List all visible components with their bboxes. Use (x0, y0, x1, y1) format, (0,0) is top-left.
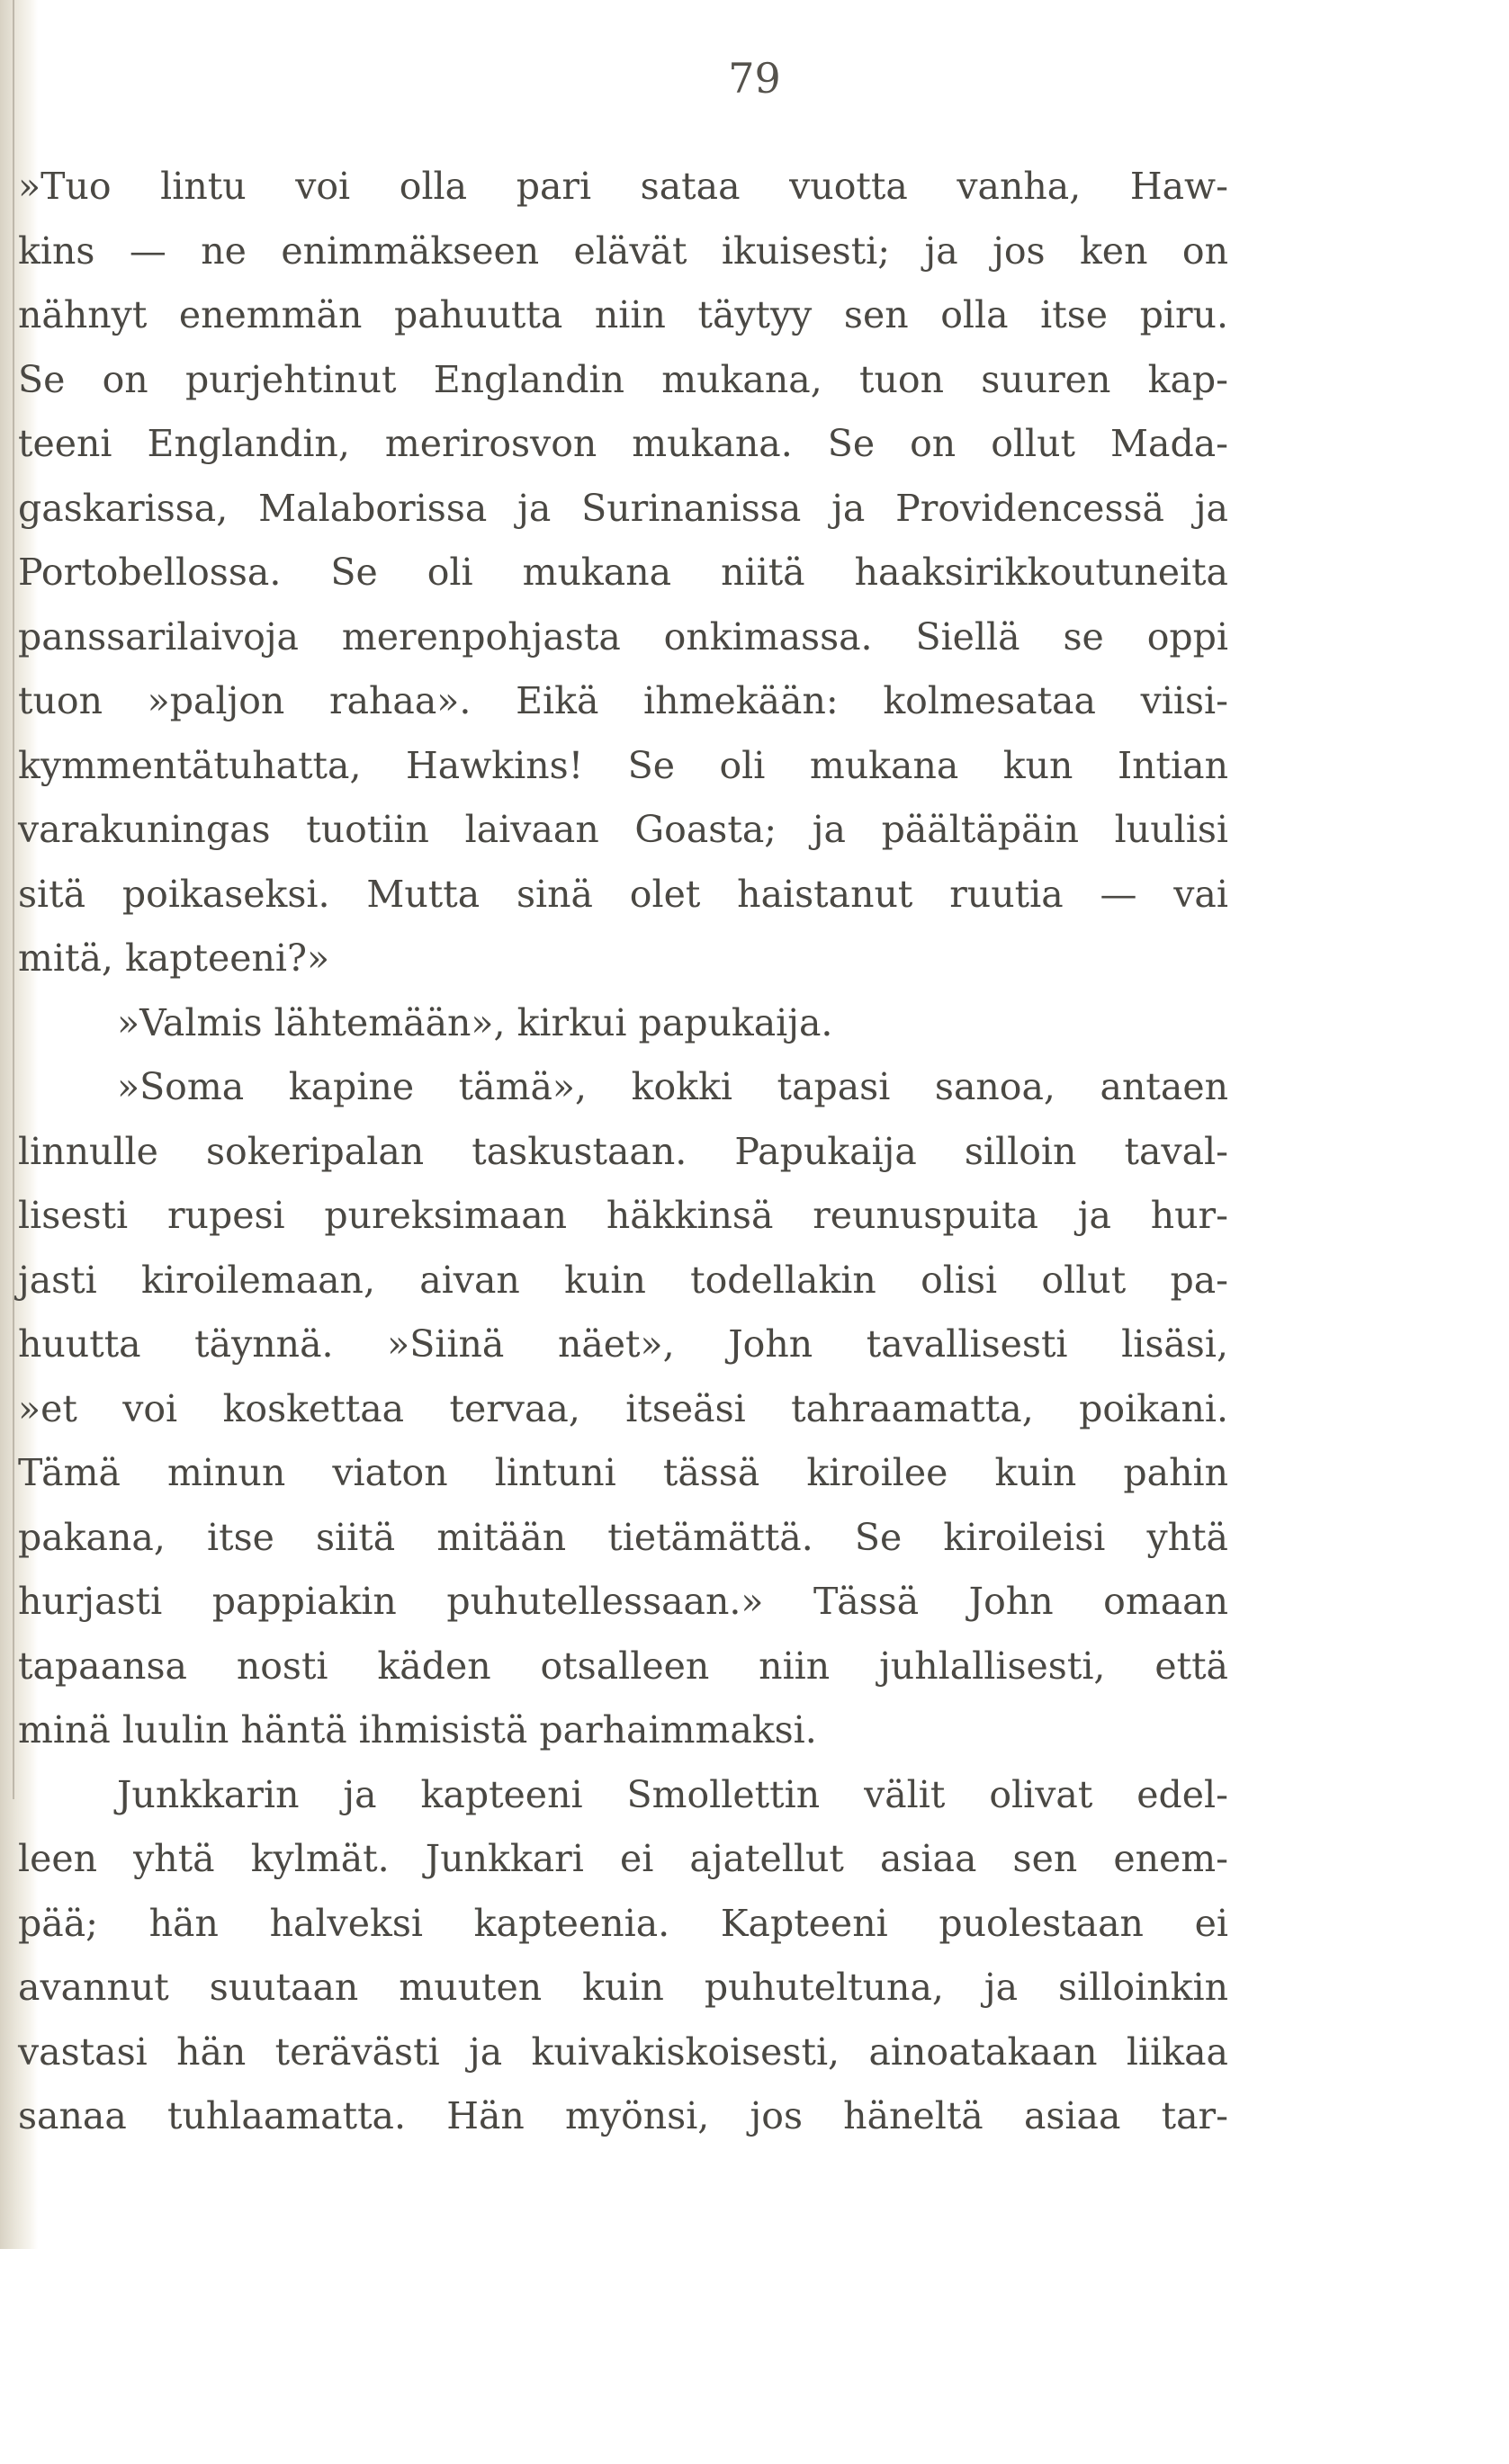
text-line: varakuningas tuotiin laivaan Goasta; ja päältäpäin luulisi (18, 808, 1228, 851)
text-line: panssarilaivoja merenpohjasta onkimassa. Siellä se oppi (18, 614, 1228, 659)
text-line: hurjasti pappiakin puhutellessaan.» Tässä John omaan (18, 1580, 1228, 1623)
text-line: pakana, itse siitä mitään tietämättä. Se kiroileisi yhtä (18, 1515, 1228, 1559)
text-line: »Soma kapine tämä», kokki tapasi sanoa, antaen (117, 1065, 1228, 1108)
paragraph (18, 1055, 1228, 1763)
text-line: nähnyt enemmän pahuutta niin täytyy sen olla itse piru. (18, 293, 1228, 336)
text-line: lisesti rupesi pureksimaan häkkinsä reunuspuita ja hur- (18, 1194, 1228, 1237)
text-line: mitä, kapteeni?» (18, 936, 330, 980)
text-line: »Tuo lintu voi olla pari sataa vuotta vanha, Haw- (18, 165, 1228, 208)
text-line: avannut suutaan muuten kuin puhuteltuna, ja silloinkin (18, 1966, 1228, 2009)
text-line: Tämä minun viaton lintuni tässä kiroilee kuin pahin (18, 1451, 1228, 1494)
text-line: kins — ne enimmäkseen elävät ikuisesti; ja jos ken on (18, 228, 1228, 273)
text-line: teeni Englandin, merirosvon mukana. Se on ollut Mada- (18, 422, 1228, 465)
text-line: tuon »paljon rahaa». Eikä ihmekään: kolmesataa viisi- (18, 679, 1228, 722)
text-line: vastasi hän terävästi ja kuivakiskoisesti, ainoatakaan liikaa (18, 2029, 1228, 2074)
page-number: 79 (728, 54, 781, 103)
body-text (18, 155, 1228, 2149)
paragraph (18, 155, 1228, 991)
text-line: sitä poikaseksi. Mutta sinä olet haistanut ruutia — vai (18, 872, 1228, 916)
text-line: gaskarissa, Malaborissa ja Surinanissa ja Providencessä ja (18, 486, 1228, 530)
text-line: Se on purjehtinut Englandin mukana, tuon suuren kap- (18, 357, 1228, 401)
text-line: kymmentätuhatta, Hawkins! Se oli mukana kun Intian (18, 743, 1228, 787)
text-line: tapaansa nosti käden otsalleen niin juhlallisesti, että (18, 1644, 1228, 1688)
text-line: sanaa tuhlaamatta. Hän myönsi, jos häneltä asiaa tar- (18, 2094, 1228, 2137)
text-line: leen yhtä kylmät. Junkkari ei ajatellut asiaa sen enem- (18, 1837, 1228, 1880)
text-line: »et voi koskettaa tervaa, itseäsi tahraamatta, poikani. (18, 1386, 1228, 1430)
text-line: Junkkarin ja kapteeni Smollettin välit olivat edel- (117, 1772, 1228, 1816)
text-line: »Valmis lähtemään», kirkui papukaija. (117, 1000, 833, 1044)
text-line: huutta täynnä. »Siinä näet», John tavallisesti lisäsi, (18, 1322, 1228, 1366)
text-line: linnulle sokeripalan taskustaan. Papukaija silloin taval- (18, 1129, 1228, 1173)
binding-edge (13, 0, 14, 1799)
text-line: minä luulin häntä ihmisistä parhaimmaksi. (18, 1708, 817, 1752)
text-line: pää; hän halveksi kapteenia. Kapteeni puolestaan ei (18, 1901, 1228, 1945)
paragraph (18, 991, 1228, 1056)
paragraph (18, 1763, 1228, 2149)
text-line: Portobellossa. Se oli mukana niitä haaksirikkoutuneita (18, 551, 1228, 594)
text-line: jasti kiroilemaan, aivan kuin todellakin olisi ollut pa- (18, 1258, 1228, 1302)
